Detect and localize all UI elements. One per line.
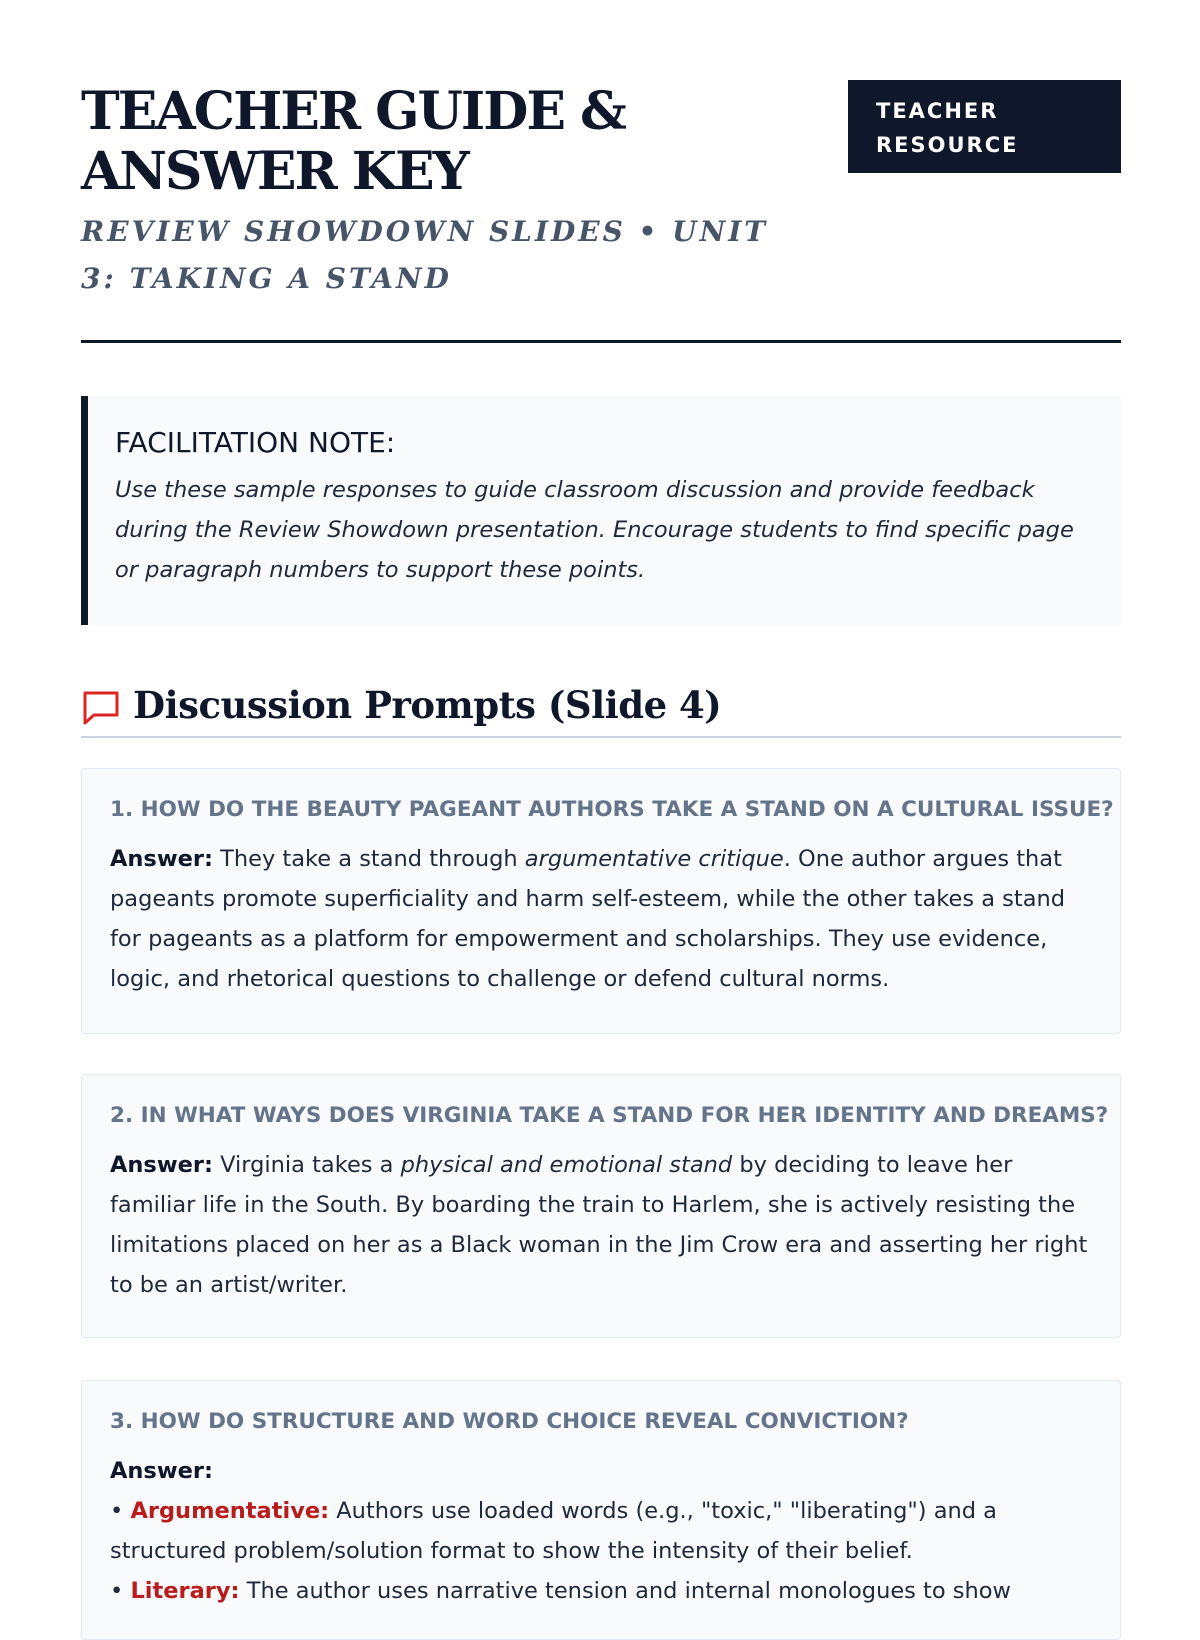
answer-text: They take a stand through (212, 846, 525, 872)
bullet-text: The author uses narrative tension and internal monologues to show (239, 1578, 1011, 1604)
answer-text: . One author argues that pageants promote superficiality and harm self-esteem, while the other takes a stand for pageants as a platform for empowerment and scholarships. They use evidence, logic, and rhetorical questions to challenge or defend cultural norms. (110, 846, 1066, 992)
answer-bullet: • Argumentative: Authors use loaded words (e.g., "toxic," "liberating") and a structured problem/solution format to show the intensity of their belief. (110, 1498, 997, 1564)
answer-label: Answer: (110, 846, 213, 872)
answer-label: Answer: (110, 1458, 213, 1484)
teacher-resource-badge: TEACHER RESOURCE (848, 80, 1121, 173)
bullet-term: Literary: (130, 1578, 240, 1604)
prompt-question: 1. HOW DO THE BEAUTY PAGEANT AUTHORS TAKE A STAND ON A CULTURAL ISSUE? (110, 797, 1114, 822)
chat-bubble-icon (81, 688, 121, 728)
note-title: FACILITATION NOTE: (115, 426, 396, 459)
bullet-term: Argumentative: (130, 1498, 330, 1524)
prompt-question: 3. HOW DO STRUCTURE AND WORD CHOICE REVEAL CONVICTION? (110, 1409, 909, 1434)
answer-emphasis: argumentative critique (524, 846, 784, 872)
prompt-card-3 (81, 1380, 1121, 1640)
answer-label: Answer: (110, 1152, 213, 1178)
prompt-answer (110, 1451, 1092, 1491)
prompt-card-2 (81, 1074, 1121, 1338)
answer-emphasis: physical and emotional stand (400, 1152, 733, 1178)
note-body: Use these sample responses to guide classroom discussion and provide feedback during the Review Showdown presentation. Encourage students to find specific page or paragraph numbers to support these points. (115, 477, 1074, 583)
prompt-card-1 (81, 768, 1121, 1034)
prompt-answer (110, 1145, 1092, 1305)
header-divider (81, 340, 1121, 343)
answer-text: by deciding to leave her familiar life in the South. By boarding the train to Harlem, she is actively resisting the limitations placed on her as a Black woman in the Jim Crow era and asserting her right to be an artist/writer. (110, 1152, 1088, 1298)
section-title: Discussion Prompts (Slide 4) (133, 683, 722, 727)
section-header (81, 680, 1121, 738)
page-title: TEACHER GUIDE & ANSWER KEY (81, 81, 626, 202)
prompt-question: 2. IN WHAT WAYS DOES VIRGINIA TAKE A STAND FOR HER IDENTITY AND DREAMS? (110, 1103, 1109, 1128)
bullet-text: Authors use loaded words (e.g., "toxic," "liberating") and a structured problem/solution format to show the intensity of their belief. (110, 1498, 997, 1564)
answer-text: Virginia takes a (212, 1152, 401, 1178)
page-subtitle: REVIEW SHOWDOWN SLIDES • UNIT 3: TAKING A STAND (81, 215, 769, 295)
answer-bullet: • Literary: The author uses narrative tension and internal monologues to show (110, 1578, 1011, 1604)
prompt-answer (110, 839, 1092, 999)
facilitation-note (81, 396, 1121, 625)
